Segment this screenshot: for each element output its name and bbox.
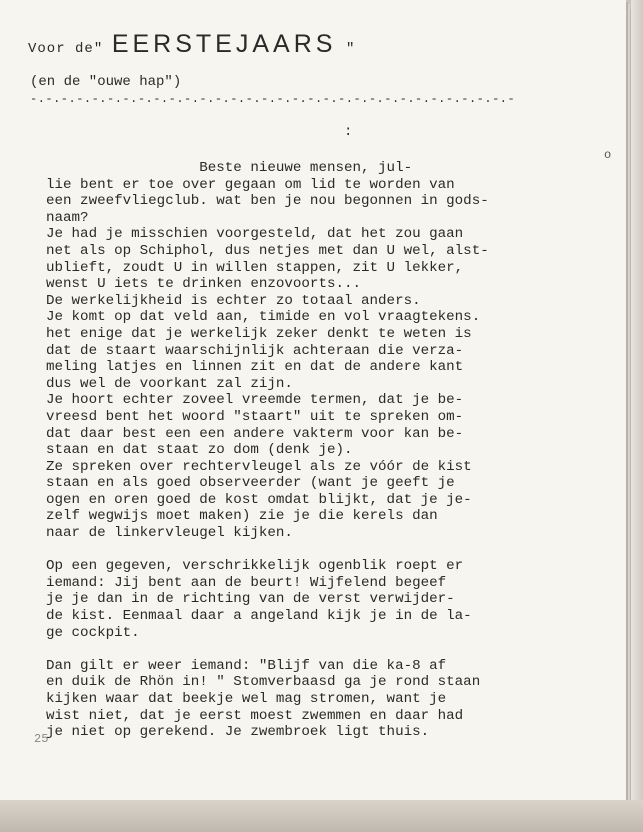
text-line: je je dan in de richting van de verst verwijder-: [46, 591, 455, 608]
text-line: en duik de Rhön in! " Stomverbaasd ga je rond staan: [46, 674, 481, 691]
text-line: dat de staart waarschijnlijk achteraan die verza-: [46, 342, 464, 359]
text-line: ge cockpit.: [46, 624, 140, 641]
paragraph: [46, 160, 586, 542]
page-number: 25: [34, 732, 49, 746]
text-line: naar de linkervleugel kijken.: [46, 525, 293, 542]
heading-prefix: Voor de: [28, 41, 94, 57]
text-line: Op een gegeven, verschrikkelijk ogenblik roept er: [46, 558, 464, 575]
text-line: staan en dat staat zo dom (denk je).: [46, 442, 353, 459]
text-line: dat daar best een een andere vakterm voor kan be-: [46, 425, 464, 442]
text-line: Je hoort echter zoveel vreemde termen, dat je be-: [46, 392, 464, 409]
text-line: wenst U iets te drinken enzovoorts...: [46, 276, 362, 293]
text-line: ogen en oren goed de kost omdat blijkt, dat je je-: [46, 491, 472, 508]
text-line: de kist. Eenmaal daar a angeland kijk je in de la-: [46, 608, 472, 625]
text-line: Dan gilt er weer iemand: "Blijf van die ka-8 af: [46, 657, 447, 674]
text-line: kijken waar dat beekje wel mag stromen, want je: [46, 691, 447, 707]
paragraph-gap: [46, 542, 586, 559]
text-line: een zweefvliegclub. wat ben je nou begonnen in gods-: [46, 193, 489, 210]
text-line: staan en als goed observeerder (want je geeft je: [46, 475, 455, 492]
text-line: Beste nieuwe mensen, jul-: [46, 160, 413, 176]
heading-close-quote: ": [346, 41, 355, 57]
text-line: Ze spreken over rechtervleugel als ze vóór de kist: [46, 458, 472, 475]
colon-mark: :: [344, 124, 353, 140]
margin-mark: o: [604, 148, 612, 162]
subheading: (en de "ouwe hap"): [30, 74, 182, 90]
text-line: De werkelijkheid is echter zo totaal anders.: [46, 292, 421, 309]
text-line: wist niet, dat je eerst moest zwemmen en daar had: [46, 707, 464, 724]
page-stack-edge-right: [631, 0, 643, 832]
page-heading: [28, 30, 354, 59]
paragraph: [46, 658, 586, 741]
text-line: net als op Schiphol, dus netjes met dan U wel, alst-: [46, 242, 489, 259]
text-line: lie bent er toe over gegaan om lid te worden van: [46, 176, 455, 193]
paragraph: [46, 558, 586, 641]
text-line: je niet op gerekend. Je zwembroek ligt thuis.: [46, 724, 430, 741]
dash-rule-divider: -.-.-.-.-.-.-.-.-.-.-.-.-.-.-.-.-.-.-.-.-.-.-.-.-.-.-.-.-.-.-.-: [30, 92, 516, 106]
text-line: het enige dat je werkelijk zeker denkt te weten is: [46, 325, 472, 342]
text-line: Je had je misschien voorgesteld, dat het zou gaan: [46, 226, 464, 243]
text-line: dus wel de voorkant zal zijn.: [46, 375, 293, 392]
heading-title: EERSTEJAARS: [111, 30, 337, 58]
paragraph-gap: [46, 641, 586, 658]
text-line: naam?: [46, 209, 89, 226]
page-stack-edge-bottom: [0, 800, 643, 832]
text-line: zelf wegwijs moet maken) zie je die kerels dan: [46, 508, 438, 525]
text-line: meling latjes en linnen zit en dat de andere kant: [46, 359, 464, 376]
text-line: vreesd bent het woord "staart" uit te spreken om-: [46, 408, 464, 425]
text-line: iemand: Jij bent aan de beurt! Wijfelend begeef: [46, 574, 447, 591]
heading-open-quote: ": [93, 41, 103, 57]
text-line: Je komt op dat veld aan, timide en vol vraagtekens.: [46, 309, 481, 326]
body-text: [46, 160, 586, 741]
text-line: ublieft, zoudt U in willen stappen, zit U lekker,: [46, 259, 464, 276]
